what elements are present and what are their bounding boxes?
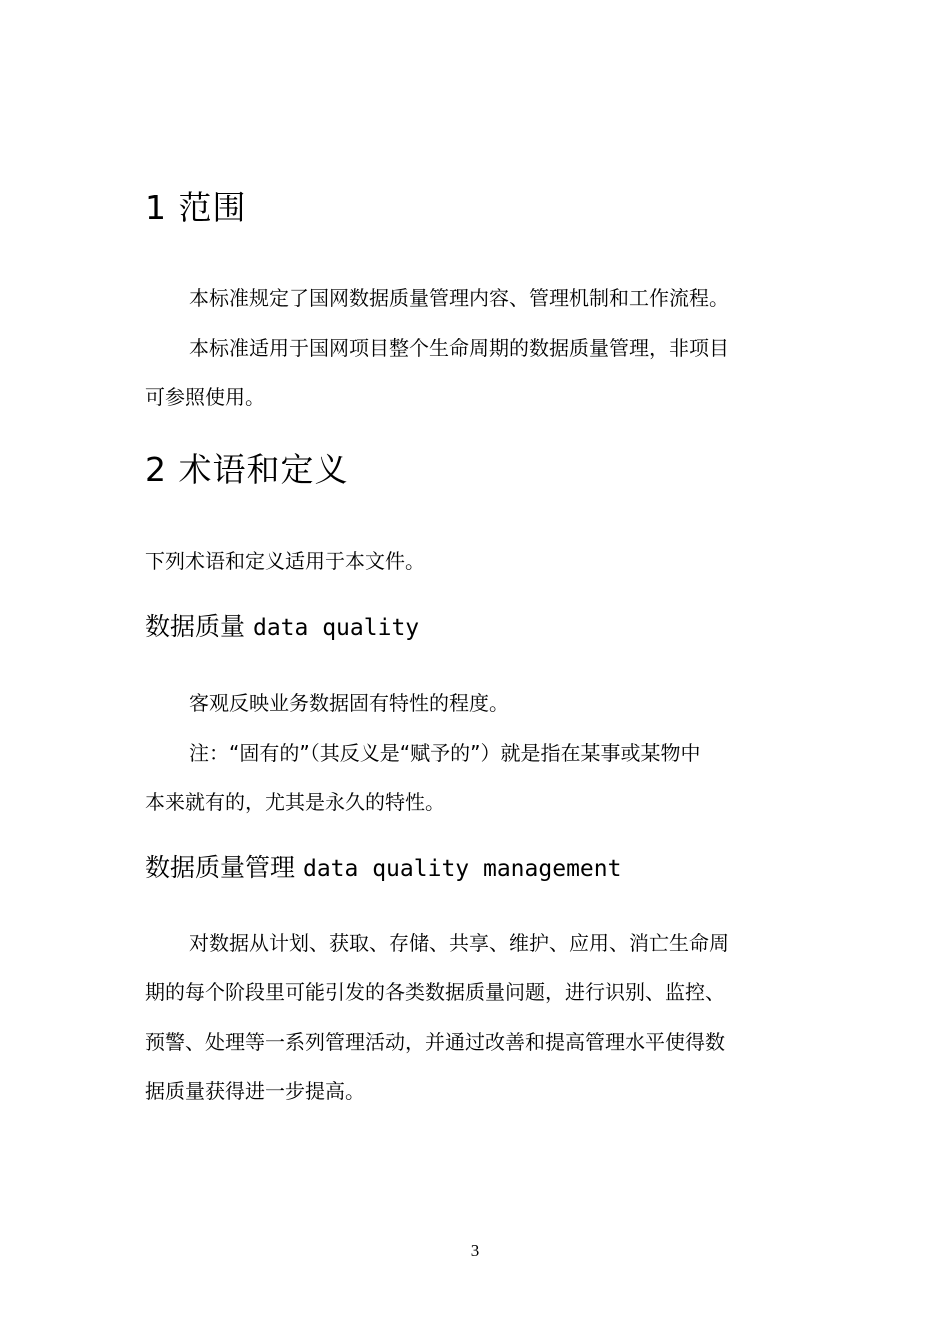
term-2-title-zh: 数据质量管理 [145, 853, 296, 882]
term-1-title-zh: 数据质量 [145, 612, 246, 641]
term-1-title [145, 611, 815, 644]
section-1-heading: 1 范围 [145, 188, 247, 227]
term-2-definition-line-2: 期的每个阶段里可能引发的各类数据质量问题，进行识别、监控、 [145, 980, 725, 1004]
term-2-title [145, 852, 815, 885]
section-1-para-1: 本标准规定了国网数据质量管理内容、管理机制和工作流程。 [189, 286, 729, 310]
section-1-para-2-line-2: 可参照使用。 [145, 385, 265, 409]
term-2-definition-line-1: 对数据从计划、获取、存储、共享、维护、应用、消亡生命周 [189, 931, 729, 955]
term-2-definition-line-4: 据质量获得进一步提高。 [145, 1079, 365, 1103]
term-1-note-line-2: 本来就有的，尤其是永久的特性。 [145, 790, 445, 814]
section-2-intro: 下列术语和定义适用于本文件。 [145, 549, 425, 573]
section-1-para-2-line-1: 本标准适用于国网项目整个生命周期的数据质量管理，非项目 [189, 336, 729, 360]
term-1-note-line-1: 注：“固有的”（其反义是“赋予的”）就是指在某事或某物中 [189, 741, 701, 765]
section-2-heading: 2 术语和定义 [145, 450, 349, 489]
term-2-title-en: data quality management [302, 856, 622, 882]
term-1-title-en: data quality [252, 615, 420, 641]
term-1-definition: 客观反映业务数据固有特性的程度。 [189, 691, 509, 715]
term-2-definition-line-3: 预警、处理等一系列管理活动，并通过改善和提高管理水平使得数 [145, 1030, 725, 1054]
page-number: 3 [470, 1241, 480, 1260]
